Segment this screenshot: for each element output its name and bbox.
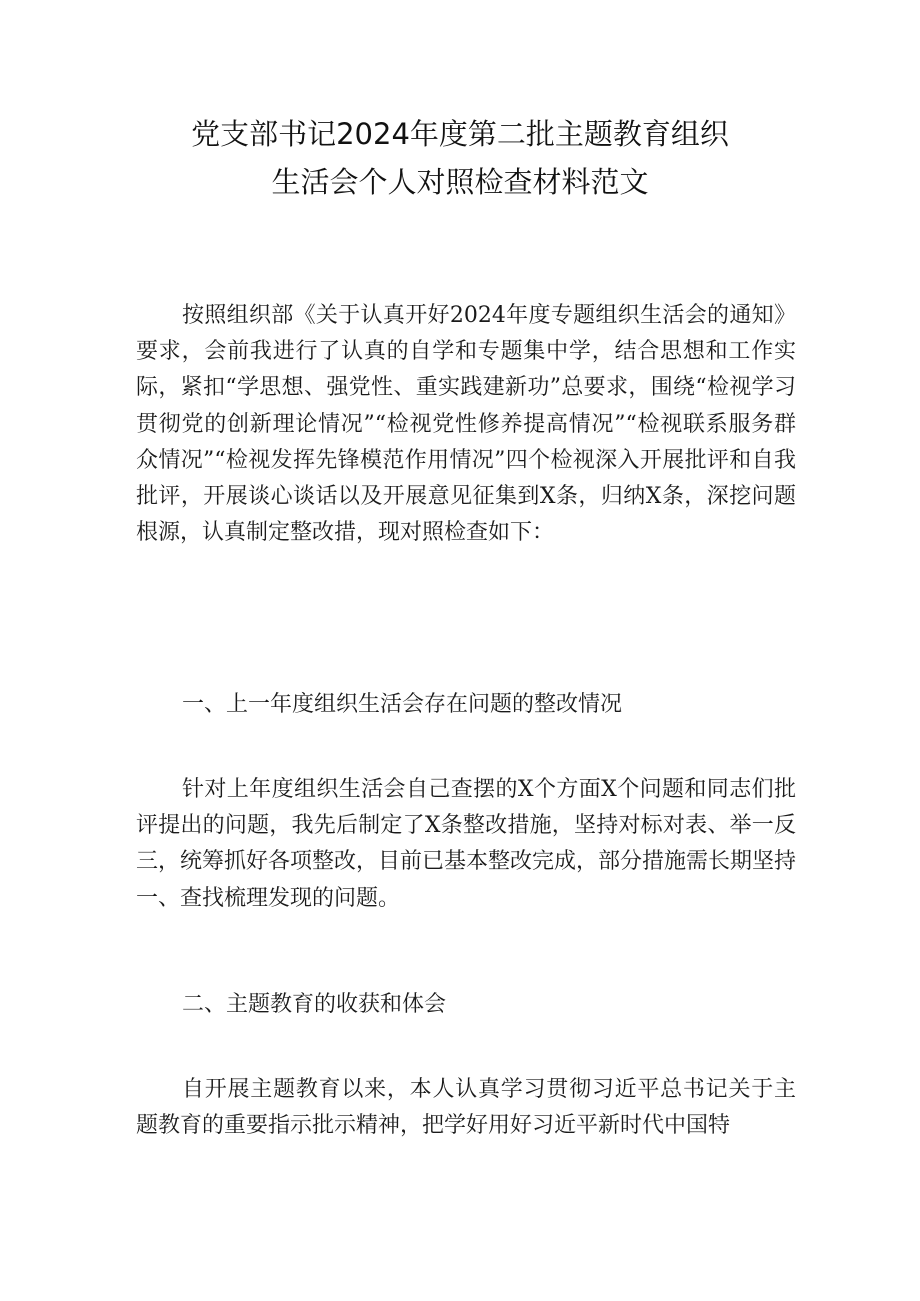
section-heading-1: 一、上一年度组织生活会存在问题的整改情况 (182, 692, 623, 717)
document-title-line-2: 生活会个人对照检查材料范文 (271, 165, 649, 199)
paragraph-intro: 按照组织部《关于认真开好2024年度专题组织生活会的通知》要求，会前我进行了认真的自学和专题集中学，结合思想和工作实际，紧扣“学思想、强党性、重实践建新功”总要求，围绕“检视学习贯彻党的创新理论情况”“检视党性修养提高情况”“检视联系服务群众情况”“检视发挥先锋模范作用情况”四个检视深入开展批评和自我批评，开展谈心谈话以及开展意见征集到X条，归纳X条，深挖问题根源，认真制定整改措，现对照检查如下： (136, 303, 796, 546)
paragraph-rectification: 针对上年度组织生活会自己查摆的X个方面X个问题和同志们批评提出的问题，我先后制定了X条整改措施，坚持对标对表、举一反三，统筹抓好各项整改，目前已基本整改完成，部分措施需长期坚持一、查找梳理发现的问题。 (136, 777, 797, 911)
section-heading-2: 二、主题教育的收获和体会 (182, 992, 447, 1017)
document-title-line-1: 党支部书记2024年度第二批主题教育组织 (191, 117, 729, 151)
paragraph-harvest: 自开展主题教育以来，本人认真学习贯彻习近平总书记关于主题教育的重要指示批示精神，把学好用好习近平新时代中国特 (136, 1077, 796, 1139)
